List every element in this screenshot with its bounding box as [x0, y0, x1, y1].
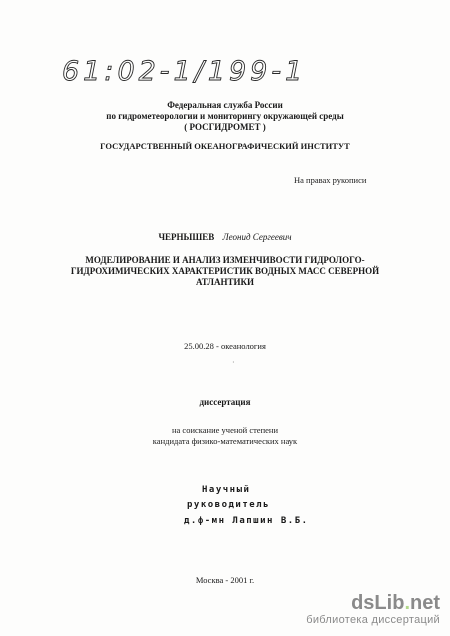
- degree-line-1: на соискание ученой степени: [171, 425, 278, 435]
- scan-speck: ·: [232, 358, 235, 367]
- city-year: Москва - 2001 г.: [195, 575, 255, 585]
- supervisor-line-2: руководитель: [187, 500, 271, 510]
- title-line-2: ГИДРОХИМИЧЕСКИХ ХАРАКТЕРИСТИК ВОДНЫХ МАСС СЕВЕРНОЙ: [70, 266, 380, 276]
- agency-line-3: ( РОСГИДРОМЕТ ): [184, 122, 266, 132]
- manuscript-rights-note: На правах рукописи: [294, 175, 367, 185]
- specialty-code: 25.00.28 - океанология: [184, 341, 266, 351]
- agency-line-2: по гидрометеорологии и мониторингу окружающей среды: [106, 111, 344, 121]
- author-surname: ЧЕРНЫШЕВ: [158, 232, 215, 242]
- supervisor-line-3: д.ф-мн Лапшин В.Б.: [184, 516, 309, 526]
- supervisor-line-1: Научный: [202, 485, 251, 495]
- work-type: диссертация: [199, 397, 251, 407]
- institute-name: ГОСУДАРСТВЕННЫЙ ОКЕАНОГРАФИЧЕСКИЙ ИНСТИТУТ: [100, 141, 350, 151]
- title-line-3: АТЛАНТИКИ: [196, 277, 254, 287]
- dslib-logo[interactable]: [306, 592, 440, 614]
- agency-line-1: Федеральная служба России: [167, 100, 283, 110]
- handwritten-archive-number: [62, 52, 312, 90]
- degree-line-2: кандидата физико-математических наук: [152, 436, 298, 446]
- title-line-1: МОДЕЛИРОВАНИЕ И АНАЛИЗ ИЗМЕНЧИВОСТИ ГИДРОЛОГО-: [85, 255, 365, 265]
- author-name: [0, 232, 450, 243]
- dslib-subtitle: библиотека диссертаций: [306, 614, 440, 626]
- dslib-logo-prefix: dsLib: [351, 592, 405, 614]
- dslib-logo-dot: .: [404, 592, 410, 614]
- dslib-watermark[interactable]: [306, 592, 440, 627]
- author-given-name: Леонид Сергеевич: [222, 232, 292, 242]
- handwritten-archive-number-text: 61:02-1/199-1: [62, 56, 307, 87]
- dslib-logo-suffix: net: [410, 592, 440, 614]
